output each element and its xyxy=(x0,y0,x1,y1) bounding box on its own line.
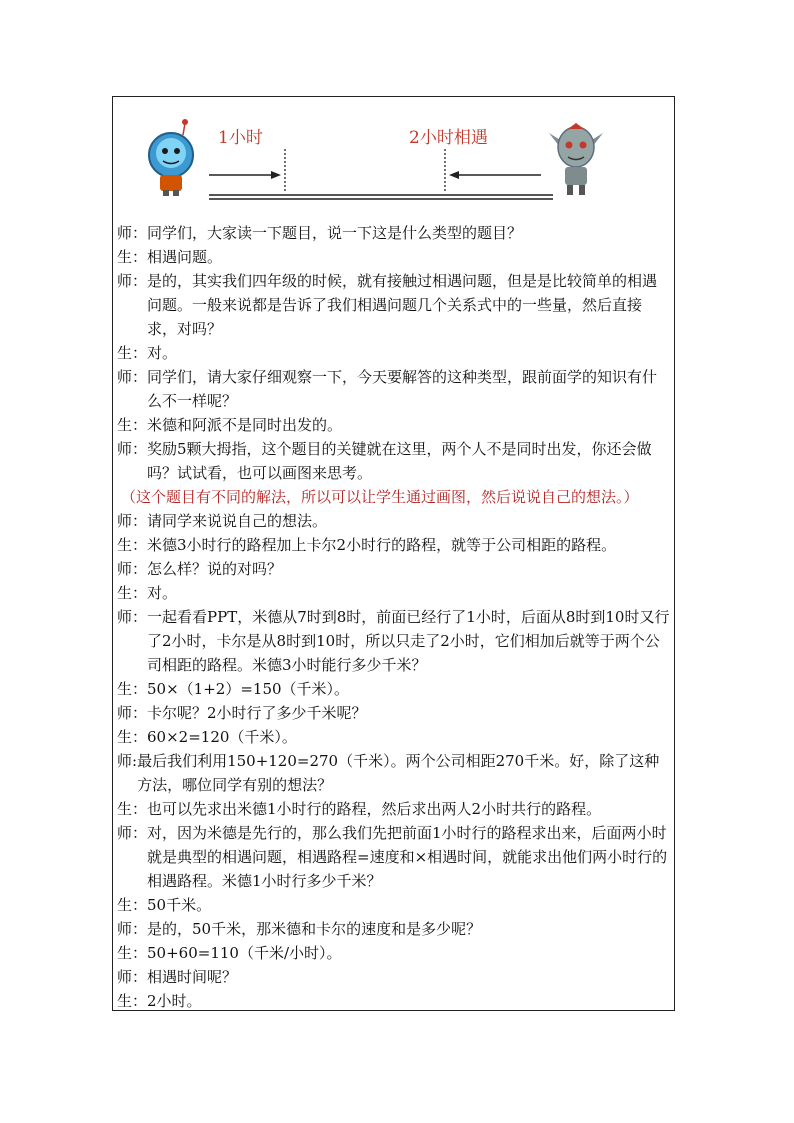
right-arrow xyxy=(449,171,541,179)
speaker: 生： xyxy=(117,536,148,554)
utterance: 相遇问题。 xyxy=(147,248,223,266)
speaker: 师： xyxy=(117,560,148,578)
dialogue-line xyxy=(117,581,672,605)
utterance: 50+60=110（千米/小时）。 xyxy=(147,944,342,962)
utterance: 卡尔呢？2小时行了多少千米呢？ xyxy=(147,704,367,722)
speaker: 师： xyxy=(117,920,148,938)
utterance: 2小时。 xyxy=(147,992,202,1010)
speaker: 生： xyxy=(117,344,148,362)
utterance: 同学们，请大家仔细观察一下，今天要解答的这种类型，跟前面学的知识有什么不一样呢？ xyxy=(147,368,658,410)
dialogue-line xyxy=(117,557,672,581)
label-two-hours-meet: 2小时相遇 xyxy=(409,128,488,148)
utterance: 米德3小时行的路程加上卡尔2小时行的路程，就等于公司相距的路程。 xyxy=(147,536,617,554)
dialogue-line xyxy=(117,893,672,917)
speaker: 生： xyxy=(117,896,148,914)
left-arrow xyxy=(209,171,281,179)
utterance: 相遇时间呢？ xyxy=(147,968,238,986)
label-one-hour: 1小时 xyxy=(218,128,263,148)
dialogue-line xyxy=(117,725,672,749)
utterance: 最后我们利用150+120=270（千米）。两个公司相距270千米。好，除了这种方法，哪位同学有别的想法？ xyxy=(137,752,660,794)
dialogue-line xyxy=(117,917,672,941)
speaker: 师： xyxy=(117,272,148,290)
speaker: 生： xyxy=(117,680,148,698)
utterance: 一起看看PPT，米德从7时到8时，前面已经行了1小时，后面从8时到10时又行了2小时，卡尔是从8时到10时，所以只走了2小时，它们相加后就等于两个公司相距的路程。米德3小时能行多少千米？ xyxy=(147,608,670,674)
dialogue-line xyxy=(117,797,672,821)
dialogue-line xyxy=(117,821,672,893)
dialogue-line xyxy=(117,989,672,1013)
utterance: 对，因为米德是先行的，那么我们先把前面1小时行的路程求出来，后面两小时就是典型的相遇问题，相遇路程=速度和×相遇时间，就能求出他们两小时行的相遇路程。米德1小时行多少千米？ xyxy=(147,824,668,890)
dialogue-line xyxy=(117,245,672,269)
note-text: （这个题目有不同的解法，所以可以让学生通过画图，然后说说自己的想法。） xyxy=(121,488,639,506)
dialogue-line xyxy=(117,269,672,341)
utterance: 怎么样？说的对吗？ xyxy=(147,560,283,578)
robot-character-icon xyxy=(149,119,193,196)
speaker: 师： xyxy=(117,440,148,458)
utterance: 对。 xyxy=(147,344,178,362)
speaker: 师: xyxy=(117,752,138,770)
speaker: 生： xyxy=(117,584,148,602)
speaker: 师： xyxy=(117,824,148,842)
dialogue-line xyxy=(117,749,672,797)
dialogue-line xyxy=(117,533,672,557)
speaker: 生： xyxy=(117,944,148,962)
speaker: 生： xyxy=(117,992,148,1010)
lesson-table-cell xyxy=(112,96,675,1011)
utterance: 也可以先求出米德1小时行的路程，然后求出两人2小时共行的路程。 xyxy=(147,800,602,818)
speaker: 师： xyxy=(117,224,148,242)
utterance: 50×（1+2）=150（千米）。 xyxy=(147,680,350,698)
speaker: 生： xyxy=(117,416,148,434)
speaker: 生： xyxy=(117,248,148,266)
utterance: 是的，其实我们四年级的时候，就有接触过相遇问题，但是是比较简单的相遇问题。一般来说都是告诉了我们相遇问题几个关系式中的一些量，然后直接求，对吗？ xyxy=(147,272,658,338)
dialogue-line xyxy=(117,941,672,965)
speaker: 生： xyxy=(117,728,148,746)
utterance: 请同学来说说自己的想法。 xyxy=(147,512,328,530)
dialogue-line xyxy=(117,509,672,533)
speaker: 师： xyxy=(117,608,148,626)
speaker: 师： xyxy=(117,368,148,386)
utterance: 是的，50千米，那米德和卡尔的速度和是多少呢？ xyxy=(147,920,482,938)
alien-character-icon xyxy=(549,123,603,195)
utterance: 50千米。 xyxy=(147,896,212,914)
dialogue-line xyxy=(117,413,672,437)
utterance: 60×2=120（千米）。 xyxy=(147,728,297,746)
dialogue-line xyxy=(117,341,672,365)
dialogue-line xyxy=(117,365,672,413)
dialogue-line xyxy=(117,605,672,677)
utterance: 对。 xyxy=(147,584,178,602)
utterance: 奖励5颗大拇指，这个题目的关键就在这里，两个人不是同时出发，你还会做吗？试试看，也可以画图来思考。 xyxy=(147,440,652,482)
dialogue-line xyxy=(117,677,672,701)
dialogue-line xyxy=(117,965,672,989)
utterance: 米德和阿派不是同时出发的。 xyxy=(147,416,343,434)
speaker: 师： xyxy=(117,512,148,530)
speaker: 师： xyxy=(117,968,148,986)
dialogue-line xyxy=(117,221,672,245)
teaching-note xyxy=(117,485,672,509)
utterance: 同学们，大家读一下题目，说一下这是什么类型的题目？ xyxy=(147,224,523,242)
dialogue-line xyxy=(117,701,672,725)
speaker: 师： xyxy=(117,704,148,722)
dialogue-line xyxy=(117,437,672,485)
speaker: 生： xyxy=(117,800,148,818)
meeting-problem-diagram xyxy=(113,97,676,227)
dialogue xyxy=(117,221,672,1013)
